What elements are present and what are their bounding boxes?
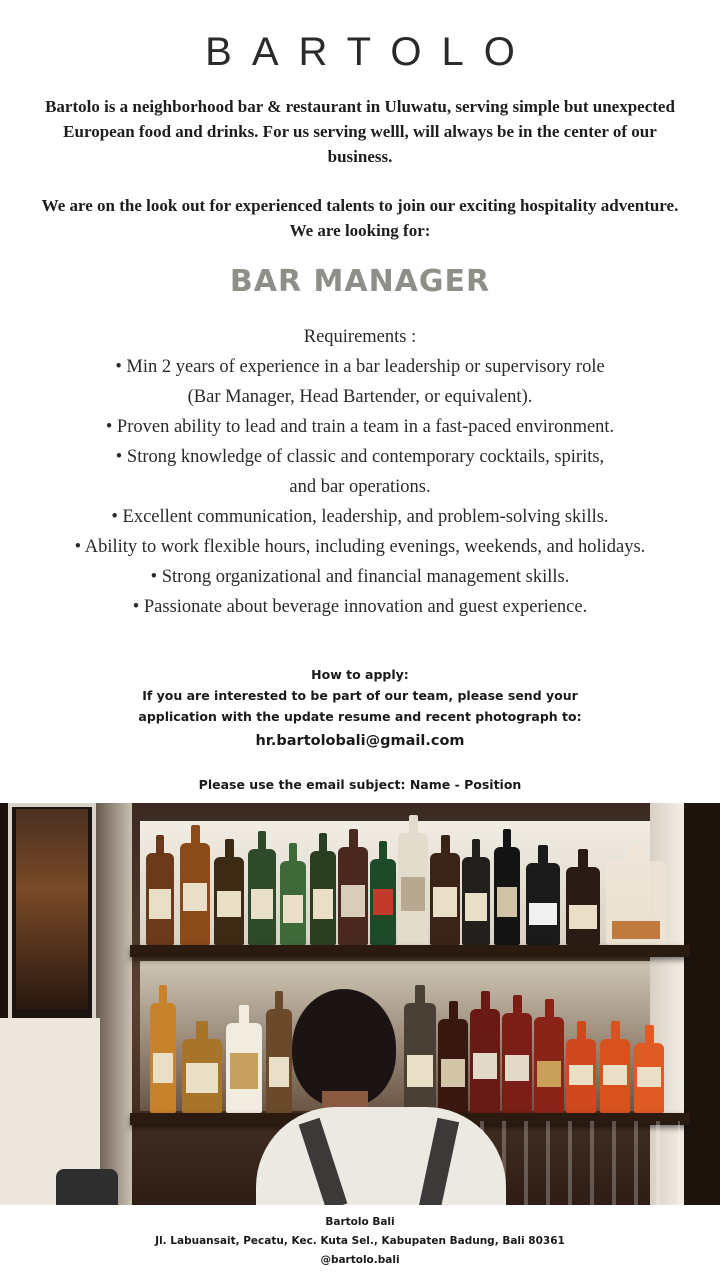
bottle <box>430 853 460 945</box>
intro-paragraph-1: Bartolo is a neighborhood bar & restaurant in Uluwatu, serving simple but unexpected European food and drinks. For us serving welll, will always be in the center of our business. <box>45 97 675 166</box>
requirement-line: • Passionate about beverage innovation and guest experience. <box>132 597 588 617</box>
photo-hanging-glasses <box>480 1121 680 1205</box>
bottle <box>494 847 520 945</box>
requirement-line: • Min 2 years of experience in a bar leadership or supervisory role <box>115 357 605 377</box>
bottle <box>180 843 210 945</box>
requirement-line: • Ability to work flexible hours, including evenings, weekends, and holidays. <box>74 537 646 557</box>
bottle <box>248 849 276 945</box>
photo-shelf-top <box>130 945 690 957</box>
footer-handle[interactable]: @bartolo.bali <box>320 1254 400 1266</box>
bottle <box>214 857 244 945</box>
bottle <box>338 847 368 945</box>
bottle <box>266 1009 292 1113</box>
bottle <box>438 1019 468 1113</box>
requirement-line: • Excellent communication, leadership, and problem-solving skills. <box>111 507 609 527</box>
bottle <box>502 1013 532 1113</box>
bottle <box>310 851 336 945</box>
bottle <box>404 1003 436 1113</box>
bottle <box>150 1003 176 1113</box>
bottle <box>146 853 174 945</box>
bottle <box>280 861 306 945</box>
requirement-line: and bar operations. <box>289 477 431 497</box>
photo-right-post <box>684 803 720 1205</box>
bottle <box>226 1023 262 1113</box>
bottle <box>462 857 490 945</box>
intro-section <box>40 94 680 243</box>
footer-name: Bartolo Bali <box>325 1216 395 1228</box>
bottle <box>534 1017 564 1113</box>
apply-line-2: application with the update resume and recent photograph to: <box>138 709 582 724</box>
apply-subject-note: Please use the email subject: Name - Position <box>198 777 522 792</box>
bottle <box>606 861 666 945</box>
bottle <box>634 1043 664 1113</box>
photo-frame-art <box>16 809 88 1009</box>
bottle <box>182 1039 222 1113</box>
requirements-heading: Requirements : <box>303 327 417 347</box>
intro-paragraph-2: We are on the look out for experienced talents to join our exciting hospitality adventure. We are looking for: <box>41 196 679 240</box>
photo-bartender-head <box>292 989 396 1107</box>
footer <box>0 1213 720 1270</box>
requirement-line: (Bar Manager, Head Bartender, or equivalent). <box>187 387 533 407</box>
bottle <box>600 1039 630 1113</box>
apply-line-1: If you are interested to be part of our team, please send your <box>142 688 578 703</box>
requirement-line: • Proven ability to lead and train a team in a fast-paced environment. <box>105 417 615 437</box>
bottle <box>398 833 428 945</box>
requirements-section <box>20 322 700 622</box>
bottle <box>370 859 396 945</box>
job-title: BAR MANAGER <box>229 264 491 299</box>
bottle <box>526 863 560 945</box>
apply-email[interactable]: hr.bartolobali@gmail.com <box>255 733 465 749</box>
bar-photo <box>0 803 720 1205</box>
photo-dispenser <box>56 1169 118 1205</box>
footer-address: Jl. Labuansait, Pecatu, Kec. Kuta Sel., Kabupaten Badung, Bali 80361 <box>155 1235 565 1247</box>
bottle <box>566 1039 596 1113</box>
requirement-line: • Strong organizational and financial management skills. <box>150 567 570 587</box>
bottle <box>470 1009 500 1113</box>
photo-bartender-shirt <box>256 1107 506 1205</box>
apply-section <box>0 664 720 795</box>
bottle <box>566 867 600 945</box>
apply-heading: How to apply: <box>311 667 409 682</box>
requirement-line: • Strong knowledge of classic and contemporary cocktails, spirits, <box>115 447 605 467</box>
brand-logo: BARTOLO <box>205 30 535 74</box>
